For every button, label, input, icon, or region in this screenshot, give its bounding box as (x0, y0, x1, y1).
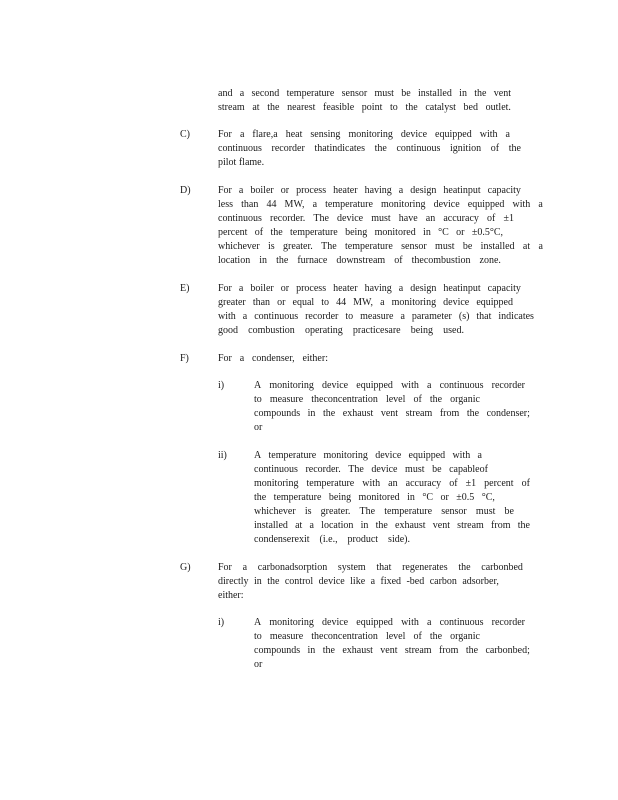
text-line: A monitoring device equipped with a continuous recorder (254, 380, 525, 391)
text-line: or (254, 659, 263, 670)
text-line: good combustion operating practicesare being used. (218, 325, 464, 336)
text-line: For a condenser, either: (218, 353, 328, 364)
text-line: A monitoring device equipped with a continuous recorder (254, 617, 525, 628)
text-line: location in the furnace downstream of thecombustion zone. (218, 255, 501, 266)
subitem-label-g-i: i) (218, 617, 225, 628)
text-line: pilot flame. (218, 157, 265, 168)
text-line: A temperature monitoring device equipped with a (254, 450, 482, 461)
text-line: the temperature being monitored in °C or ±0.5 °C, (254, 492, 495, 503)
text-line: continuous recorder. The device must have an accuracy of ±1 (218, 213, 514, 224)
subitem-f-ii-paragraph (254, 449, 530, 547)
text-line: stream at the nearest feasible point to the catalyst bed outlet. (218, 102, 511, 113)
item-label-g: G) (180, 562, 191, 573)
text-line: For a boiler or process heater having a design heatinput capacity (218, 283, 521, 294)
text-line: continuous recorder. The device must be capableof (254, 464, 488, 475)
subitem-f-i-paragraph (254, 379, 530, 435)
text-line: less than 44 MW, a temperature monitoring device equipped with a (218, 199, 543, 210)
text-line: continuous recorder thatindicates the continuous ignition of the (218, 143, 521, 154)
item-label-c: C) (180, 129, 190, 140)
subitem-label-f-i: i) (218, 380, 225, 391)
item-f-paragraph (218, 352, 328, 366)
text-line: For a flare,a heat sensing monitoring device equipped with a (218, 129, 510, 140)
text-line: greater than or equal to 44 MW, a monitoring device equipped (218, 297, 513, 308)
text-line: For a boiler or process heater having a design heatinput capacity (218, 185, 521, 196)
subitem-label-f-ii: ii) (218, 450, 227, 461)
text-line: condenserexit (i.e., product side). (254, 534, 410, 545)
text-line: either: (218, 590, 244, 601)
subitem-g-i-paragraph (254, 616, 530, 672)
item-label-f: F) (180, 353, 189, 364)
text-line: directly in the control device like a fixed -bed carbon adsorber, (218, 576, 499, 587)
item-d-paragraph (218, 184, 543, 268)
intro-paragraph (218, 87, 511, 115)
text-line: monitoring temperature with an accuracy of ±1 percent of (254, 478, 530, 489)
text-line: compounds in the exhaust vent stream from the carbonbed; (254, 645, 530, 656)
text-line: to measure theconcentration level of the organic (254, 631, 480, 642)
text-line: and a second temperature sensor must be installed in the vent (218, 88, 511, 99)
text-line: For a carbonadsorption system that regenerates the carbonbed (218, 562, 523, 573)
text-line: percent of the temperature being monitored in °C or ±0.5°C, (218, 227, 503, 238)
text-line: whichever is greater. The temperature sensor must be (254, 506, 514, 517)
text-line: compounds in the exhaust vent stream from the condenser; (254, 408, 530, 419)
item-g-paragraph (218, 561, 523, 603)
item-c-paragraph (218, 128, 521, 170)
text-line: installed at a location in the exhaust vent stream from the (254, 520, 530, 531)
text-line: to measure theconcentration level of the organic (254, 394, 480, 405)
item-label-d: D) (180, 185, 191, 196)
item-label-e: E) (180, 283, 190, 294)
text-line: whichever is greater. The temperature sensor must be installed at a (218, 241, 543, 252)
text-line: with a continuous recorder to measure a parameter (s) that indicates (218, 311, 534, 322)
item-e-paragraph (218, 282, 534, 338)
text-line: or (254, 422, 263, 433)
